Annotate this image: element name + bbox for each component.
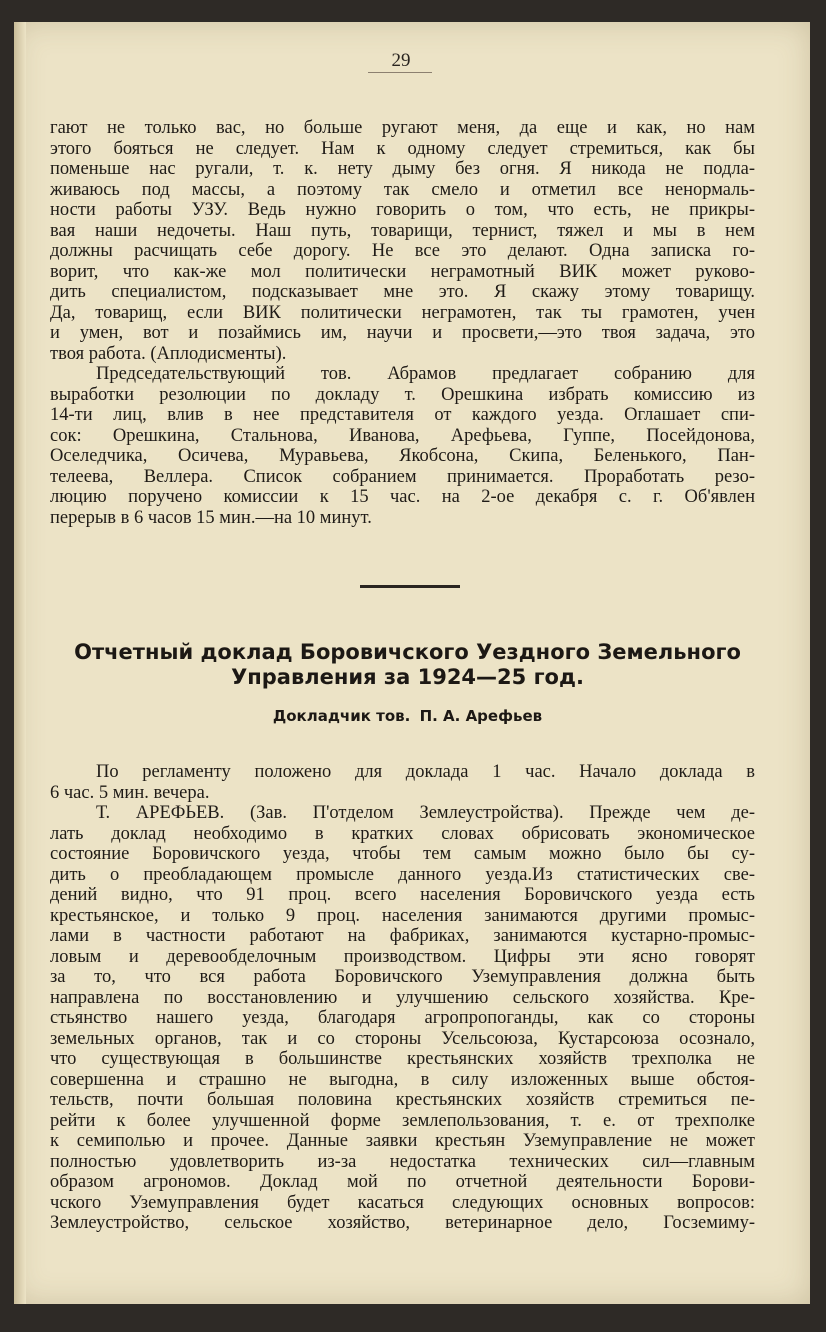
text-line: образом агрономов. Доклад мой по отчетной деятельности Борови- [50, 1172, 755, 1192]
text-line: направлена по восстановлению и улучшению сельского хозяйства. Кре- [50, 987, 755, 1008]
text-line: вая наши недочеты. Наш путь, товарищи, тернист, тяжел и мы в нем [50, 220, 755, 241]
text-line: крестьянское, и только 9 проц. населения занимаются другими промыс- [50, 905, 755, 926]
text-line: Оселедчика, Осичева, Муравьева, Якобсона, Скипа, Беленького, Пан- [50, 446, 755, 466]
section-divider [360, 585, 460, 588]
text-line: 6 час. 5 мин. вечера. [50, 782, 210, 803]
page-binding-edge [14, 22, 26, 1304]
speaker-label: Докладчик тов. [272, 707, 411, 725]
text-line: дить специалистом, подсказывает мне это. Я скажу этому товарищу. [50, 282, 755, 302]
speaker-name: П. А. Арефьев [419, 707, 543, 725]
text-line: Т. АРЕФЬЕВ. (Зав. П'отделом Землеустройства). Прежде чем де- [96, 803, 755, 823]
text-line: что существующая в большинстве крестьянских хозяйств трехполка не [50, 1049, 755, 1069]
text-line: стьянство нашего уезда, благодаря агропропоганды, как со стороны [50, 1008, 755, 1028]
text-line: чского Уземуправления будет касаться следующих основных вопросов: [50, 1192, 755, 1213]
text-line: состояние Боровичского уезда, чтобы тем самым можно было бы су- [50, 844, 755, 864]
text-line: Землеустройство, сельское хозяйство, ветеринарное дело, Госземиму- [50, 1213, 755, 1233]
text-line: сок: Орешкина, Стальнова, Иванова, Арефьева, Гуппе, Посейдонова, [50, 425, 755, 446]
text-line: и умен, вот и позаймись им, научи и просвети,—это твоя задача, это [50, 323, 755, 343]
text-line: дений видно, что 91 проц. всего населения Боровичского уезда есть [50, 885, 755, 905]
text-line: рейти к более улучшенной форме землепользования, т. е. от трехполке [50, 1110, 755, 1131]
text-line: Да, товарищ, если ВИК политически неграмотен, так ты грамотен, учен [50, 302, 755, 323]
text-line: тельств, почти большая половина крестьянских хозяйств стремиться пе- [50, 1090, 755, 1110]
text-line: этого бояться не следует. Нам к одному следует стремиться, как бы [50, 138, 755, 159]
text-line: перерыв в 6 часов 15 мин.—на 10 минут. [50, 507, 372, 528]
text-line: ловым и деревообделочным производством. Цифры эти ясно говорят [50, 946, 755, 967]
text-line: Председательствующий тов. Абрамов предлагает собранию для [96, 364, 755, 384]
text-line: твоя работа. (Аплодисменты). [50, 343, 287, 364]
text-line: должны расчищать себе дорогу. Не все это делают. Одна записка го- [50, 241, 755, 261]
text-line: лать доклад необходимо в кратких словах обрисовать экономическое [50, 823, 755, 844]
speaker-line [40, 707, 775, 725]
report-body [50, 762, 755, 1234]
heading-line: Управления за 1924—25 год. [231, 665, 584, 689]
text-line: ности работы УЗУ. Ведь нужно говорить о том, что есть, не прикры- [50, 200, 755, 220]
text-line: за то, что вся работа Боровичского Уземуправления должна быть [50, 967, 755, 987]
text-line: лами в частности работают на фабриках, занимаются кустарно-промыс- [50, 926, 755, 946]
text-line: выработки резолюции по докладу т. Орешкина избрать комиссию из [50, 384, 755, 405]
text-line: дить о преобладающем промысле данного уезда.Из статистических све- [50, 864, 755, 885]
page-number: 29 [391, 50, 411, 71]
report-heading [40, 640, 775, 690]
speech-continuation [50, 118, 755, 528]
heading-line: Отчетный доклад Боровичского Уездного Земельного [74, 640, 741, 664]
page-number-underline [368, 72, 432, 73]
text-line: к семиполью и прочее. Данные заявки крестьян Уземуправление не может [50, 1131, 755, 1151]
text-line: живаюсь под массы, а поэтому так смело и отметил все ненормаль- [50, 179, 755, 200]
text-line: телеева, Веллера. Список собранием принимается. Проработать резо- [50, 466, 755, 487]
text-line: 14-ти лиц, влив в нее представителя от каждого уезда. Оглашает спи- [50, 405, 755, 425]
text-line: земельных органов, так и со стороны Усельсоюза, Кустарсоюза осознало, [50, 1028, 755, 1049]
text-line: По регламенту положено для доклада 1 час. Начало доклада в [96, 762, 755, 782]
text-line: гают не только вас, но больше ругают меня, да еще и как, но нам [50, 118, 755, 138]
text-line: полностью удовлетворить из-за недостатка технических сил—главным [50, 1151, 755, 1172]
text-line: ворит, что как-же мол политически неграмотный ВИК может руково- [50, 261, 755, 282]
text-line: поменьше нас ругали, т. к. нету дыму без огня. Я никода не подла- [50, 159, 755, 179]
text-line: совершенна и страшно не выгодна, в силу изложенных выше обстоя- [50, 1069, 755, 1090]
text-line: люцию поручено комиссии к 15 час. на 2-ое декабря с. г. Об'явлен [50, 487, 755, 507]
